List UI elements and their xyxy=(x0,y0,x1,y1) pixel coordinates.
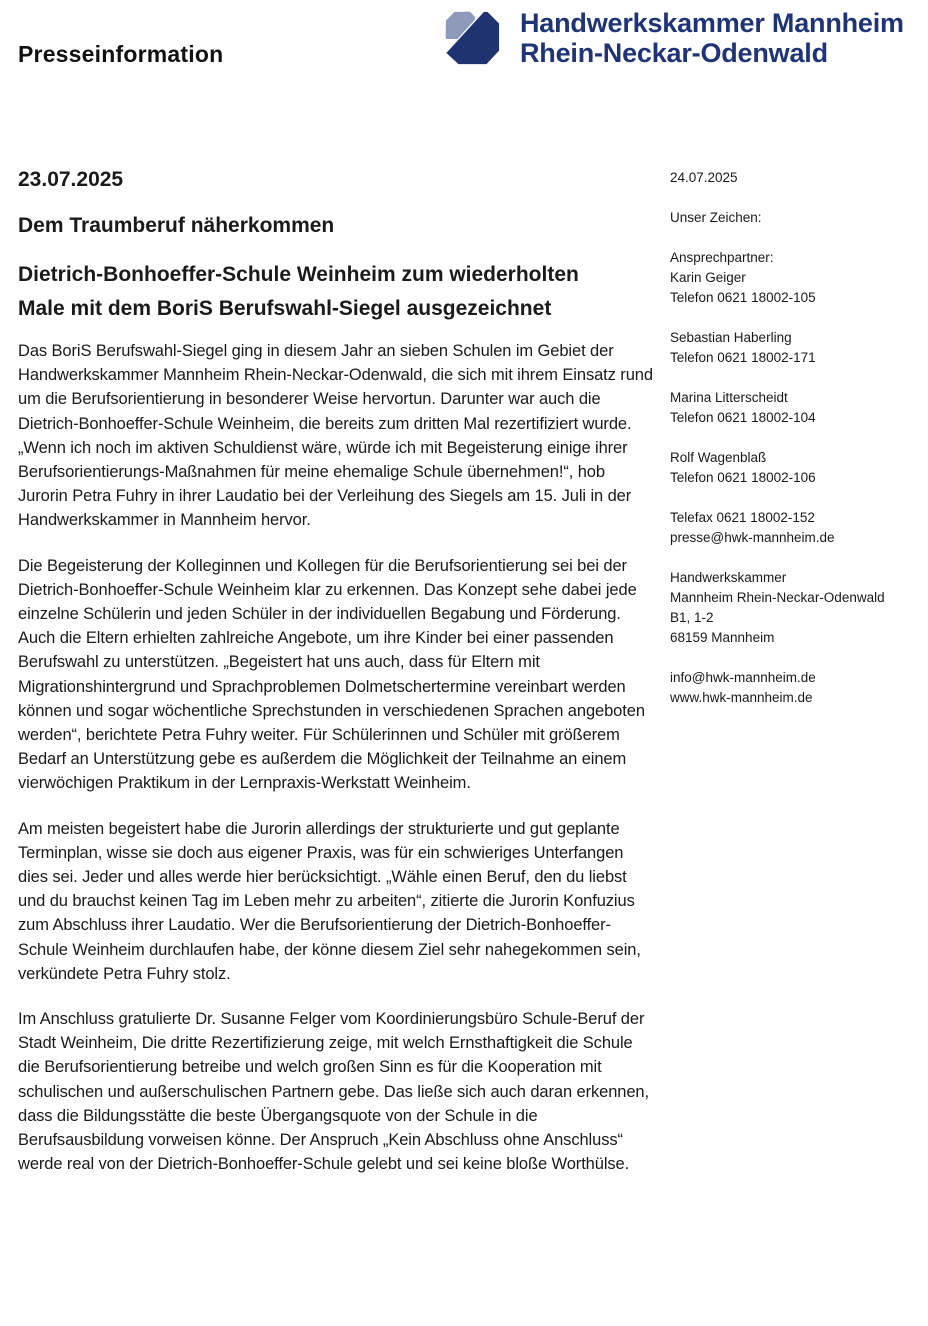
contact-name: Sebastian Haberling xyxy=(670,330,792,345)
fax-email-group xyxy=(670,508,910,548)
address-street: B1, 1-2 xyxy=(670,610,714,625)
fax-number: Telefax 0621 18002-152 xyxy=(670,510,815,525)
contact-group-1 xyxy=(670,248,910,308)
brand-org-line2: Rhein-Neckar-Odenwald xyxy=(520,38,828,68)
contact-phone: Telefon 0621 18002-171 xyxy=(670,350,816,365)
address-city: 68159 Mannheim xyxy=(670,630,775,645)
brand-org-line1: Handwerkskammer Mannheim xyxy=(520,8,904,38)
website-url: www.hwk-mannheim.de xyxy=(670,690,813,705)
contact-phone: Telefon 0621 18002-105 xyxy=(670,290,816,305)
sidebar-date-group xyxy=(670,168,910,188)
article-subheadline: Dietrich-Bonhoeffer-Schule Weinheim zum wiederholten Male mit dem BoriS Berufswahl-Siegel ausgezeichnet xyxy=(18,263,579,320)
contact-name: Rolf Wagenblaß xyxy=(670,450,767,465)
contact-group-3 xyxy=(670,388,910,428)
hwk-hexagon-logo-icon xyxy=(443,8,501,69)
sidebar-date: 24.07.2025 xyxy=(670,170,738,185)
address-region: Mannheim Rhein-Neckar-Odenwald xyxy=(670,590,885,605)
web-group xyxy=(670,668,910,708)
reference-label: Unser Zeichen: xyxy=(670,210,762,225)
document-type-label: Presseinformation xyxy=(18,41,224,67)
contact-sidebar xyxy=(670,168,910,728)
article-paragraph-2: Die Begeisterung der Kolleginnen und Kollegen für die Berufsorientierung sei bei der Dietrich-Bonhoeffer-Schule Weinheim klar zu erkennen. Das Konzept sehe dabei jede einzelne Schülerin und jeden Schüler in der individuellen Begabung und Förderung. Auch die Eltern erhielten zahlreiche Angebote, um ihre Kinder bei einer passenden Berufswahl zu unterstützen. „Begeistert hat uns auch, dass für Eltern mit Migrationshintergrund und Sprachproblemen Dolmetschertermine vereinbart werden können und sogar wöchentliche Sprechstunden in verschiedenen Sprachen angeboten werden“, berichtete Petra Fuhry weiter. Für Schülerinnen und Schüler mit größerem Bedarf an Unterstützung gebe es außerdem die Möglichkeit der Teilnahme an einem vierwöchigen Praktikum in der Lernpraxis-Werkstatt Weinheim. xyxy=(18,556,645,793)
contact-group-2 xyxy=(670,328,910,368)
contact-phone: Telefon 0621 18002-106 xyxy=(670,470,816,485)
contact-group-4 xyxy=(670,448,910,488)
address-group xyxy=(670,568,910,648)
brand-header xyxy=(443,8,904,69)
article-paragraph-1: Das BoriS Berufswahl-Siegel ging in diesem Jahr an sieben Schulen im Gebiet der Handwerkskammer Mannheim Rhein-Neckar-Odenwald, die sich mit ihrem Einsatz rund um die Berufsorientierung in besonderer Weise hervortun. Darunter war auch die Dietrich-Bonhoeffer-Schule Weinheim, die bereits zum dritten Mal rezertifiziert wurde. „Wenn ich noch im aktiven Schuldienst wäre, würde ich mit Begeisterung einige ihrer Berufsorientierungs-Maßnahmen für meine ehemalige Schule übernehmen!“, hob Jurorin Petra Fuhry in ihrer Laudatio bei der Verleihung des Siegels am 15. Juli in der Handwerkskammer in Mannheim hervor. xyxy=(18,342,653,530)
contact-label: Ansprechpartner: xyxy=(670,250,774,265)
contact-name: Marina Litterscheidt xyxy=(670,390,788,405)
article-date: 23.07.2025 xyxy=(18,168,124,191)
article-paragraph-3: Am meisten begeistert habe die Jurorin allerdings der strukturierte und gut geplante Terminplan, wisse sie doch aus eigener Praxis, was für ein schwieriges Unterfangen dies sei. Jeder und alles werde hier berücksichtigt. „Wähle einen Beruf, den du liebst und du brauchst keinen Tag im Leben mehr zu arbeiten“, zitierte die Jurorin Konfuzius zum Abschluss ihrer Laudatio. Wer die Berufsorientierung der Dietrich-Bonhoeffer-Schule Weinheim durchlaufen habe, der könne diesem Ziel sehr nahegekommen sein, verkündete Petra Fuhry stolz. xyxy=(18,819,641,983)
article-paragraph-4: Im Anschluss gratulierte Dr. Susanne Felger vom Koordinierungsbüro Schule-Beruf der Stadt Weinheim, Die dritte Rezertifizierung zeige, mit welch Ernsthaftigkeit die Schule die Berufsorientierung betreibe und welch großen Sinn es für die Kooperation mit schulischen und außerschulischen Partnern gebe. Das ließe sich auch daran erkennen, dass die Bildungsstätte die beste Übergangsquote von der Schule in die Berufsausbildung vorweisen könne. Der Anspruch „Kein Abschluss ohne Anschluss“ werde real von der Dietrich-Bonhoeffer-Schule gelebt und sei keine bloße Worthülse. xyxy=(18,1010,649,1174)
info-email: info@hwk-mannheim.de xyxy=(670,670,816,685)
contact-phone: Telefon 0621 18002-104 xyxy=(670,410,816,425)
brand-wordmark xyxy=(520,8,904,68)
article-column xyxy=(18,168,654,1198)
reference-group xyxy=(670,208,910,228)
press-email: presse@hwk-mannheim.de xyxy=(670,530,835,545)
article-headline: Dem Traumberuf näherkommen xyxy=(18,214,335,237)
contact-name: Karin Geiger xyxy=(670,270,746,285)
address-org: Handwerkskammer xyxy=(670,570,787,585)
